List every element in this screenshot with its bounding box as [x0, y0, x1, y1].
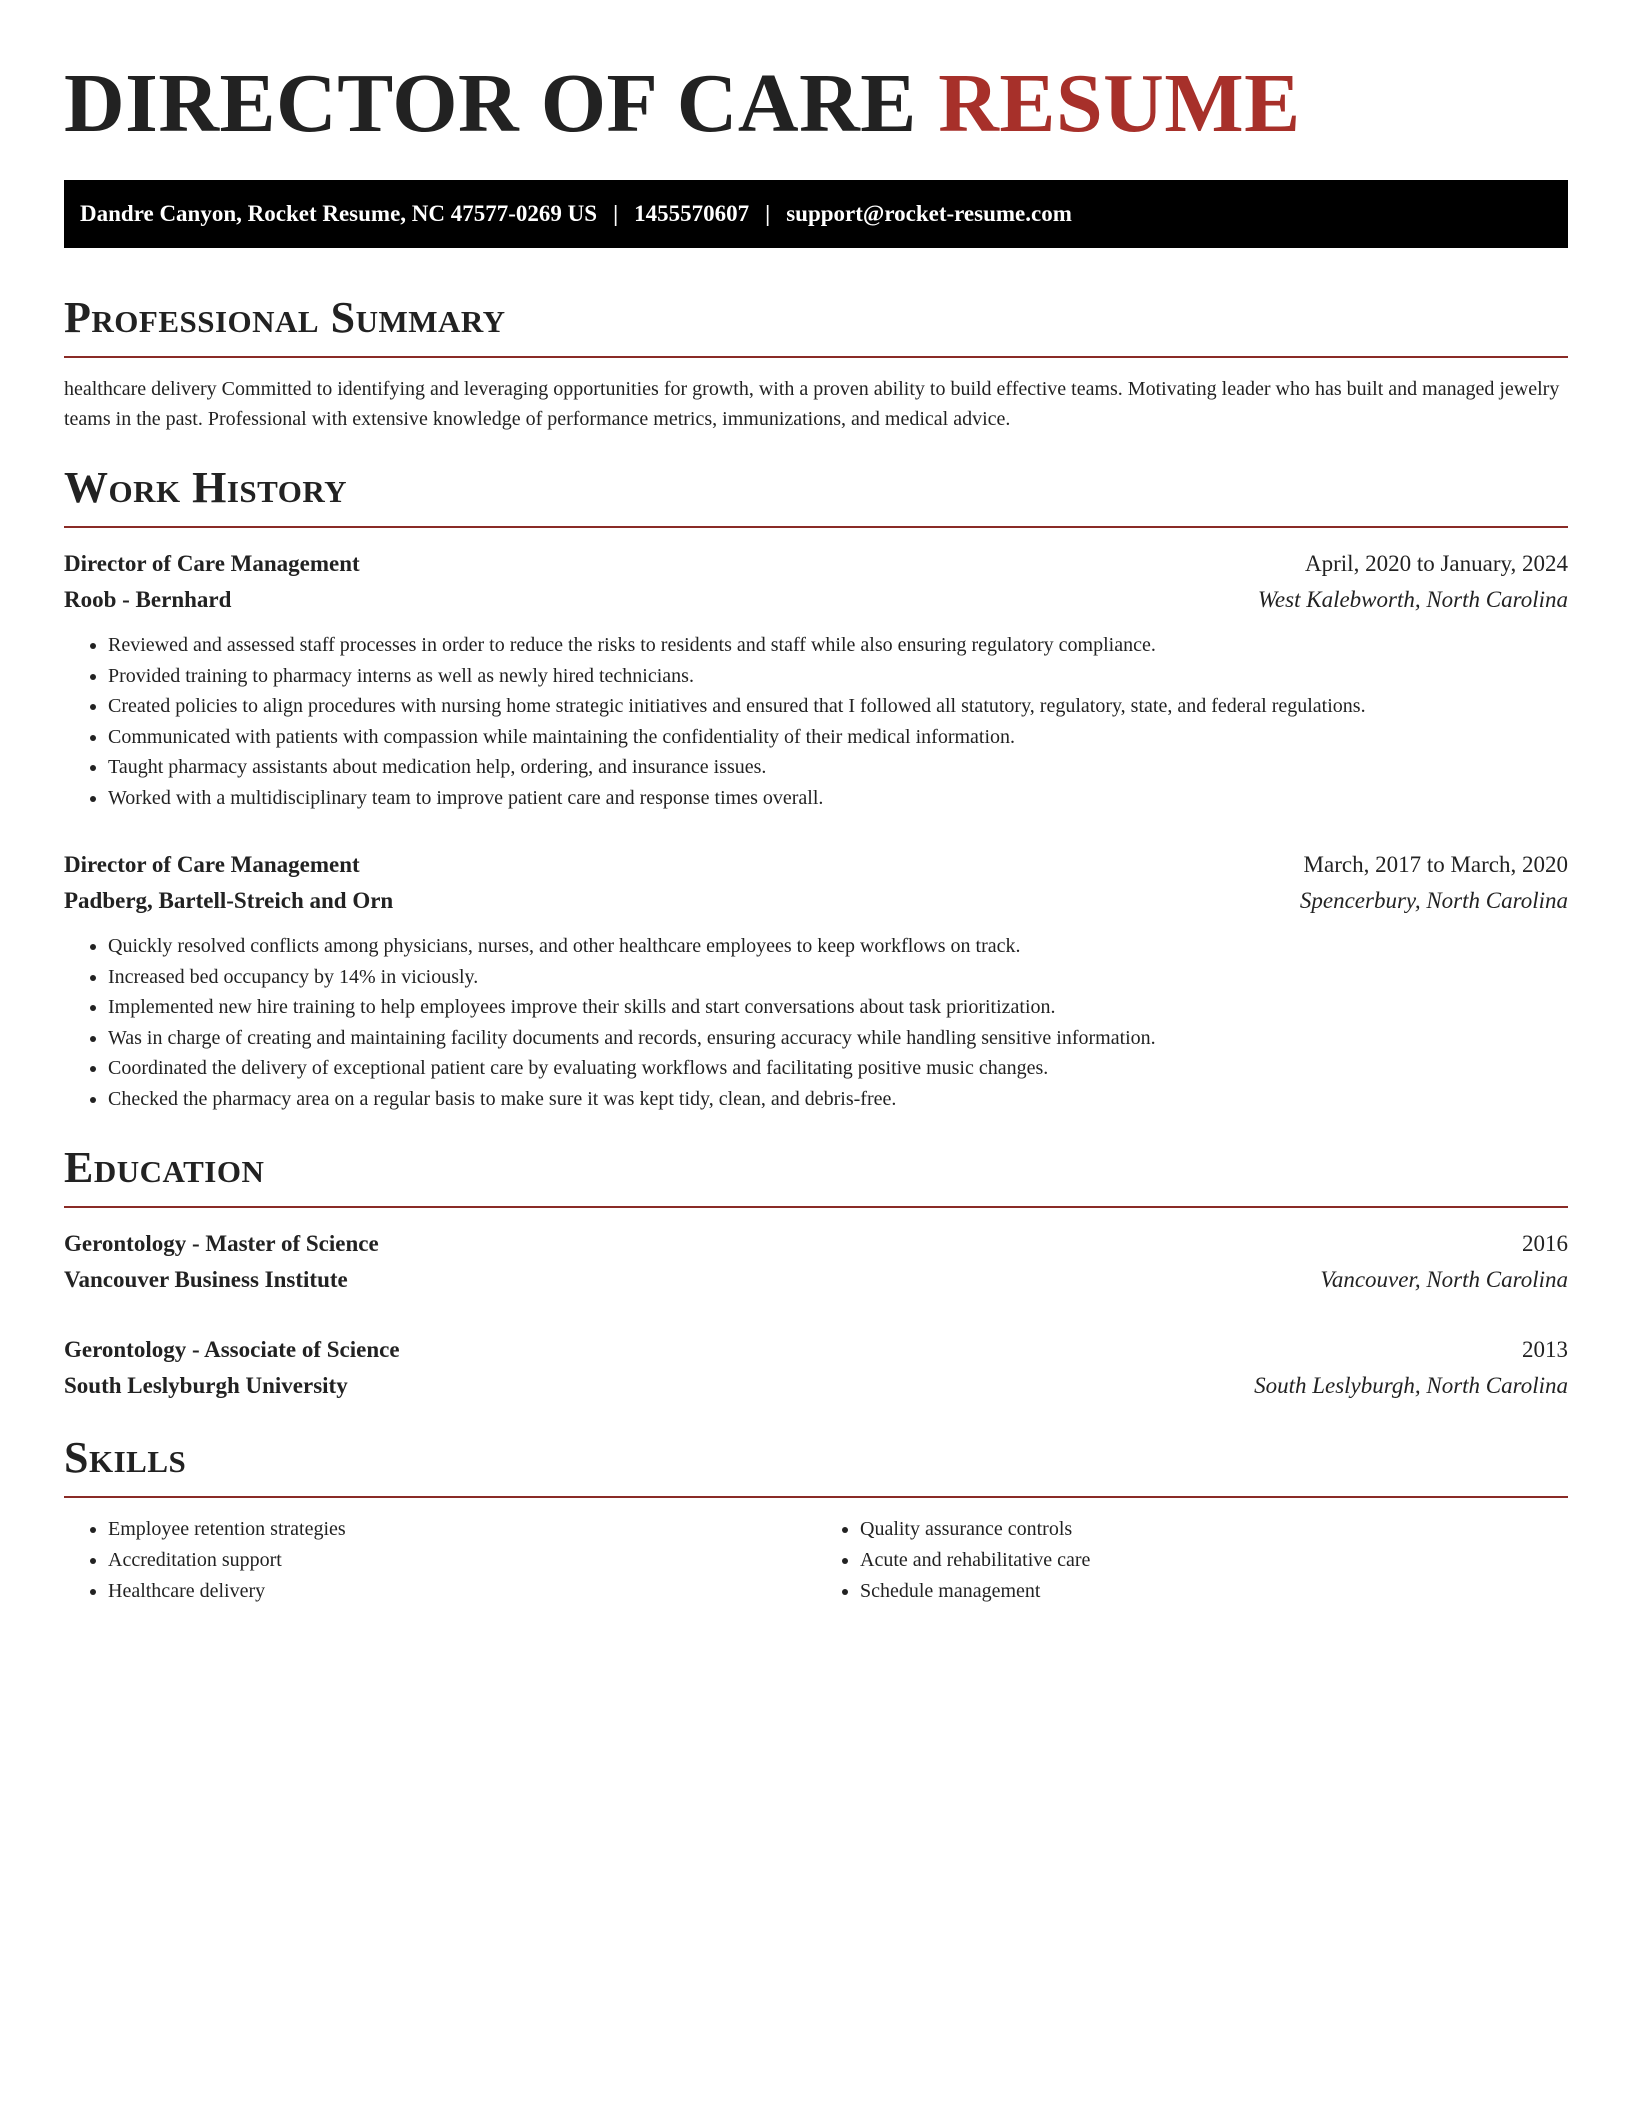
job-entry: [64, 546, 1568, 813]
job-company: Roob - Bernhard: [64, 587, 232, 612]
education-year: 2013: [1522, 1337, 1568, 1362]
education-degree: Gerontology - Associate of Science: [64, 1337, 400, 1362]
section-heading-summary: Professional Summary: [64, 292, 1568, 358]
education-school: South Leslyburgh University: [64, 1373, 348, 1398]
skills-grid: [64, 1514, 1568, 1607]
education-location: South Leslyburgh, North Carolina: [1254, 1373, 1568, 1398]
education-degree: Gerontology - Master of Science: [64, 1231, 379, 1256]
summary-text: healthcare delivery Committed to identifying and leveraging opportunities for growth, with a proven ability to build effective teams. Motivating leader who has built and managed jewelry teams in the past. Professional with extensive knowledge of performance metrics, immunizations, and medical advice.: [64, 378, 1560, 430]
job-bullet: • Created policies to align procedures with nursing home strategic initiatives and ensured that I followed all statutory, regulatory, state, and federal regulations.: [108, 691, 1568, 722]
job-dates: March, 2017 to March, 2020: [1303, 852, 1568, 877]
education-entry: [64, 1226, 1568, 1298]
job-bullet: • Was in charge of creating and maintaining facility documents and records, ensuring accuracy while handling sensitive information.: [108, 1023, 1568, 1054]
job-bullet: • Coordinated the delivery of exceptional patient care by evaluating workflows and facilitating positive music changes.: [108, 1053, 1568, 1084]
job-bullet: • Communicated with patients with compassion while maintaining the confidentiality of their medical information.: [108, 722, 1568, 753]
job-bullets: [64, 931, 1568, 1114]
job-entry: [64, 847, 1568, 1114]
education-location: Vancouver, North Carolina: [1320, 1267, 1568, 1292]
education-school-row: [64, 1262, 1568, 1298]
skills-column-right: [816, 1514, 1568, 1607]
skill-item: • Quality assurance controls: [860, 1514, 1568, 1545]
title-accent: RESUME: [938, 57, 1301, 150]
job-header-row: [64, 847, 1568, 883]
job-bullet: • Checked the pharmacy area on a regular basis to make sure it was kept tidy, clean, and debris-free.: [108, 1084, 1568, 1115]
resume-title: [64, 0, 1568, 152]
skills-column-left: [64, 1514, 816, 1607]
job-title: Director of Care Management: [64, 852, 360, 877]
job-company: Padberg, Bartell-Streich and Orn: [64, 888, 394, 913]
skill-item: • Healthcare delivery: [108, 1576, 816, 1607]
education-degree-row: [64, 1226, 1568, 1262]
job-company-row: [64, 582, 1568, 618]
job-dates: April, 2020 to January, 2024: [1305, 551, 1568, 576]
skill-item: • Schedule management: [860, 1576, 1568, 1607]
section-heading-education: Education: [64, 1142, 1568, 1208]
title-main: DIRECTOR OF CARE: [64, 57, 917, 150]
job-bullet: • Provided training to pharmacy interns as well as newly hired technicians.: [108, 661, 1568, 692]
section-heading-work-history: Work History: [64, 462, 1568, 528]
skill-item: • Employee retention strategies: [108, 1514, 816, 1545]
education-school: Vancouver Business Institute: [64, 1267, 348, 1292]
job-bullet: • Worked with a multidisciplinary team to improve patient care and response times overall.: [108, 783, 1568, 814]
job-bullet: • Quickly resolved conflicts among physicians, nurses, and other healthcare employees to keep workflows on track.: [108, 931, 1568, 962]
job-location: Spencerbury, North Carolina: [1299, 888, 1568, 913]
contact-separator: |: [613, 201, 619, 226]
section-heading-skills: Skills: [64, 1432, 1568, 1498]
contact-address: Dandre Canyon, Rocket Resume, NC 47577-0269 US: [80, 201, 598, 226]
job-bullet: • Increased bed occupancy by 14% in viciously.: [108, 962, 1568, 993]
education-year: 2016: [1522, 1231, 1568, 1256]
job-header-row: [64, 546, 1568, 582]
skill-item: • Accreditation support: [108, 1545, 816, 1576]
job-bullets: [64, 630, 1568, 813]
job-bullet: • Taught pharmacy assistants about medication help, ordering, and insurance issues.: [108, 752, 1568, 783]
contact-phone: 1455570607: [634, 201, 750, 226]
job-company-row: [64, 883, 1568, 919]
education-degree-row: [64, 1332, 1568, 1368]
job-bullet: • Implemented new hire training to help employees improve their skills and start conversations about task prioritization.: [108, 992, 1568, 1023]
contact-bar: [64, 180, 1568, 248]
contact-separator: |: [765, 201, 771, 226]
skill-item: • Acute and rehabilitative care: [860, 1545, 1568, 1576]
contact-email: support@rocket-resume.com: [786, 201, 1072, 226]
job-bullet: • Reviewed and assessed staff processes in order to reduce the risks to residents and staff while also ensuring regulatory compliance.: [108, 630, 1568, 661]
job-title: Director of Care Management: [64, 551, 360, 576]
education-school-row: [64, 1368, 1568, 1404]
job-location: West Kalebworth, North Carolina: [1257, 587, 1568, 612]
education-entry: [64, 1332, 1568, 1404]
